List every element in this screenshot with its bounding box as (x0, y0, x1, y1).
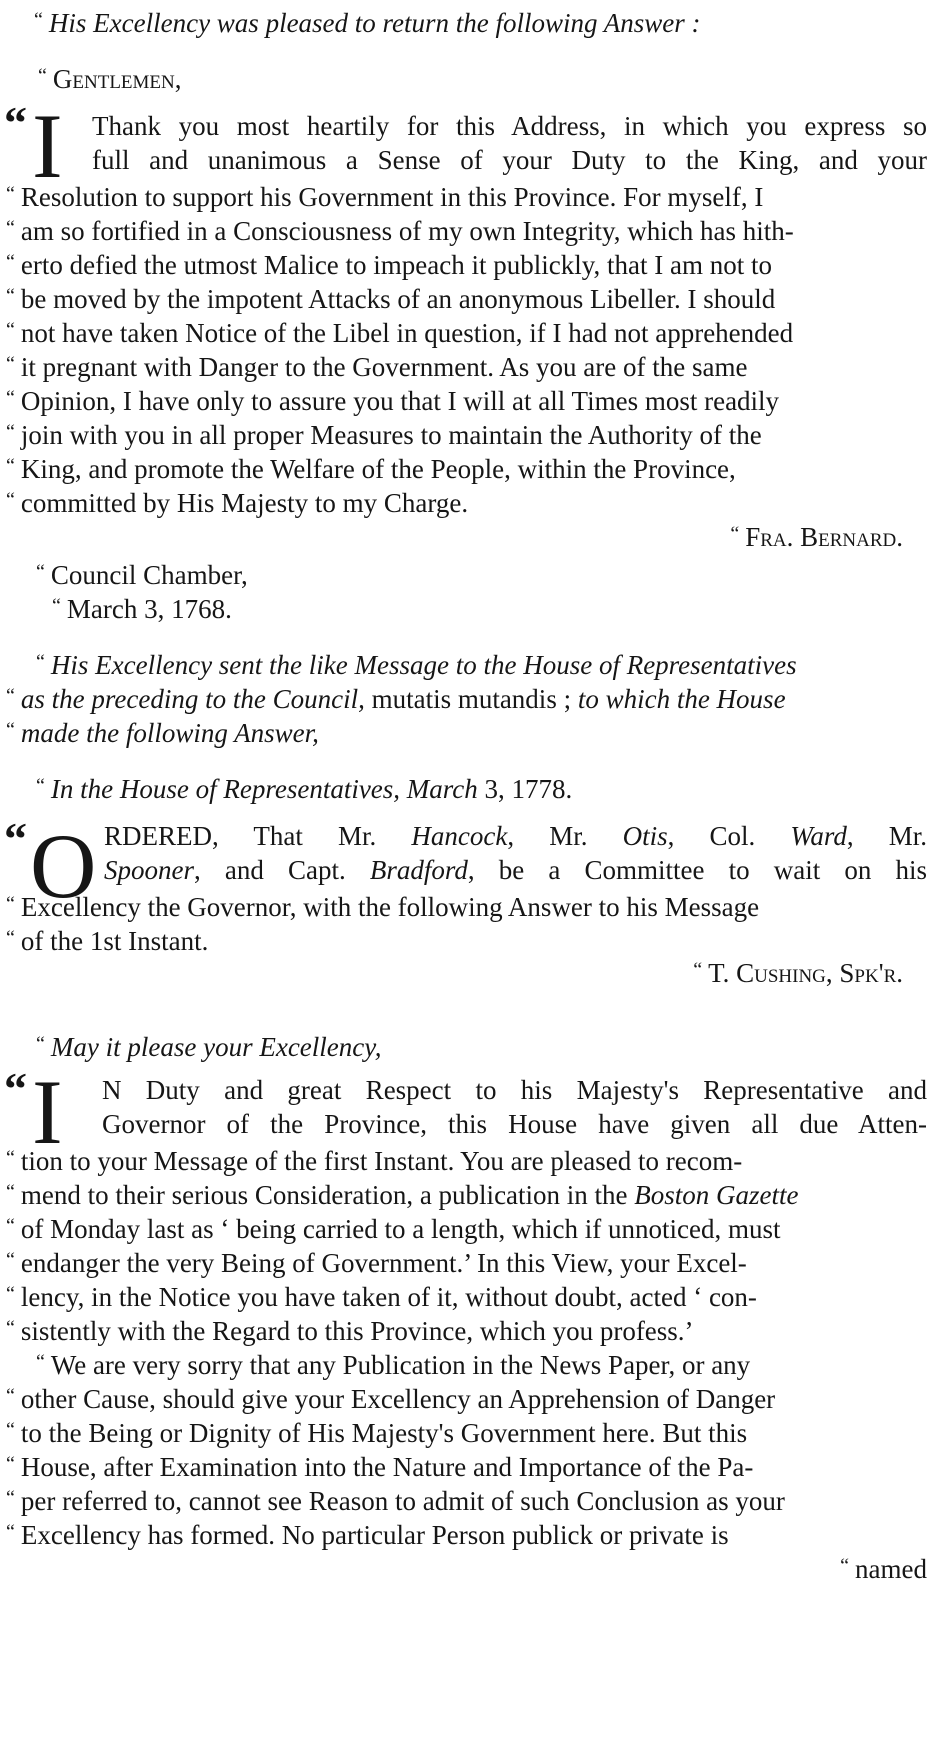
dropcap-quote: “ (4, 813, 27, 864)
message-line: “ made the following Answer, (6, 718, 319, 748)
reply-line: “ House, after Examination into the Nature and Importance of the Pa- (6, 1452, 754, 1482)
signature-bernard: “ Fra. Bernard. (730, 522, 903, 552)
reply-line: “ other Cause, should give your Excellency an Apprehension of Danger (6, 1384, 776, 1414)
letter-line: “ it pregnant with Danger to the Government. As you are of the same (6, 352, 748, 382)
reply-line: “ mend to their serious Consideration, a publication in the Boston Gazette (6, 1180, 799, 1210)
reply-line: “ We are very sorry that any Publication in the News Paper, or any (36, 1350, 751, 1380)
order-line: RDERED, That Mr. Hancock, Mr. Otis, Col. Ward, Mr. (104, 821, 928, 851)
salutation-text: Gentlemen, (52, 64, 182, 94)
reply-line: “ tion to your Message of the first Instant. You are pleased to recom- (6, 1146, 743, 1176)
reply-line: “ Excellency has formed. No particular Person publick or private is (6, 1520, 729, 1550)
letter-line: “ erto defied the utmost Malice to impeach it publickly, that I am not to (6, 250, 772, 280)
reply-line: “ sistently with the Regard to this Province, which you profess.’ (6, 1316, 694, 1346)
catchword: “ named (840, 1554, 927, 1584)
dropcap-quote: “ (4, 1063, 27, 1114)
answer-heading: “ His Excellency was pleased to return the following Answer : (34, 8, 701, 38)
letter-line: “ not have taken Notice of the Libel in question, if I had not apprehended (6, 318, 794, 348)
order-line: Spooner, and Capt. Bradford, be a Committee to wait on his (104, 855, 928, 885)
reply-line: “ to the Being or Dignity of His Majesty's Government here. But this (6, 1418, 748, 1448)
reply-line: “ endanger the very Being of Government.’ In this View, your Excel- (6, 1248, 747, 1278)
letter-line: “ am so fortified in a Consciousness of my own Integrity, which has hith- (6, 216, 794, 246)
letter-line: “ Opinion, I have only to assure you that I will at all Times most readily (6, 386, 780, 416)
reply-line: “ of Monday last as ‘ being carried to a length, which if unnoticed, must (6, 1214, 781, 1244)
reply-line: N Duty and great Respect to his Majesty's Representative and (102, 1075, 927, 1105)
letter-line: “ committed by His Majesty to my Charge. (6, 488, 469, 518)
letter-line: “ King, and promote the Welfare of the People, within the Province, (6, 454, 736, 484)
letter-line: Thank you most heartily for this Address, in which you express so (92, 111, 927, 141)
letter-line: full and unanimous a Sense of your Duty to the King, and your (92, 145, 927, 175)
date-line: “ March 3, 1768. (52, 594, 232, 624)
letter-line: “ Resolution to support his Government in this Province. For myself, I (6, 182, 764, 212)
dropcap-letter: I (32, 1061, 63, 1163)
salutation: “ Gentlemen, (38, 64, 182, 94)
place-line: “ Council Chamber, (36, 560, 248, 590)
order-line: “ Excellency the Governor, with the following Answer to his Message (6, 892, 760, 922)
message-line: “ as the preceding to the Council, mutatis mutandis ; to which the House (6, 684, 786, 714)
dropcap-letter: O (30, 815, 97, 917)
reply-line: Governor of the Province, this House have given all due Atten- (102, 1109, 927, 1139)
letter-line: “ join with you in all proper Measures to maintain the Authority of the (6, 420, 762, 450)
signature-cushing: “ T. Cushing, Spk'r. (693, 958, 903, 988)
address-salutation: “ May it please your Excellency, (36, 1032, 382, 1062)
dropcap-letter: I (32, 95, 63, 197)
reply-line: “ per referred to, cannot see Reason to admit of such Conclusion as your (6, 1486, 785, 1516)
message-line: “ His Excellency sent the like Message to the House of Representatives (36, 650, 797, 680)
dropcap-quote: “ (4, 97, 27, 148)
house-heading: “ In the House of Representatives, March 3, 1778. (36, 774, 573, 804)
letter-line: “ be moved by the impotent Attacks of an anonymous Libeller. I should (6, 284, 776, 314)
reply-line: “ lency, in the Notice you have taken of it, without doubt, acted ‘ con- (6, 1282, 757, 1312)
answer-heading-text: His Excellency was pleased to return the following Answer : (48, 8, 701, 38)
order-line: “ of the 1st Instant. (6, 926, 209, 956)
